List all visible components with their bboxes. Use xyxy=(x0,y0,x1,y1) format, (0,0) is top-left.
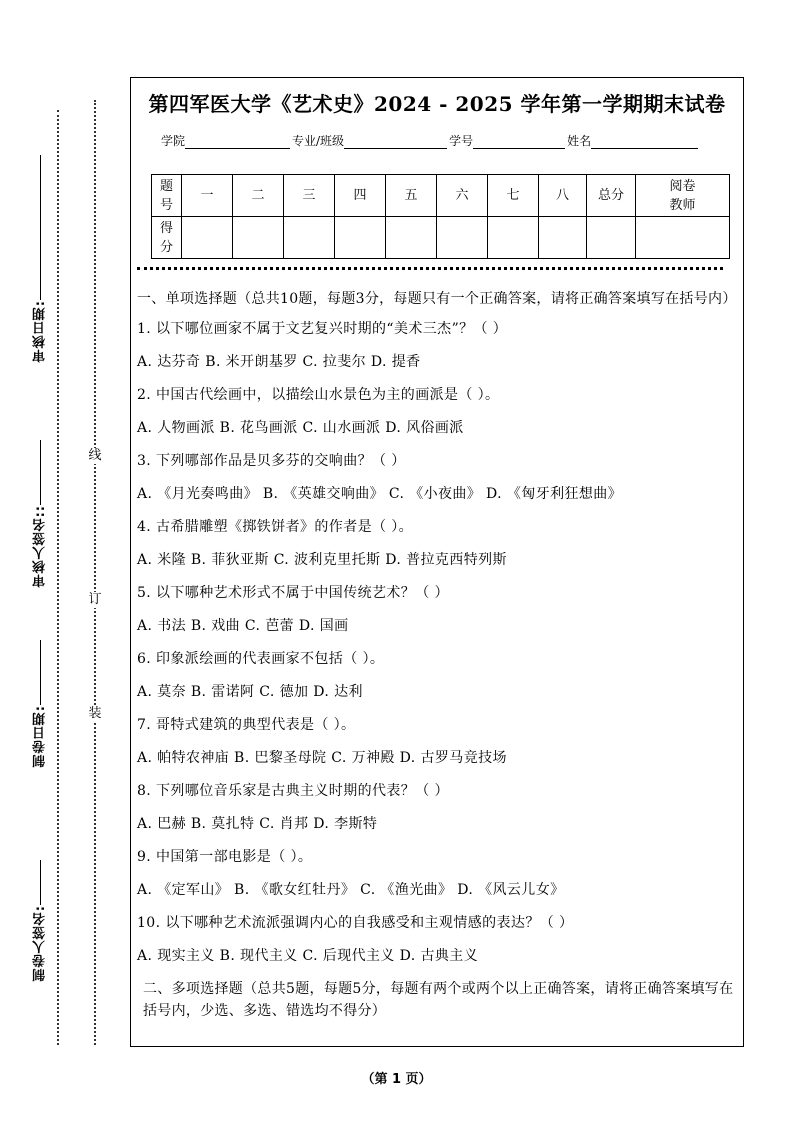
question-text: 7. 哥特式建筑的典型代表是（ ）。 xyxy=(137,717,356,733)
margin-dotted-line xyxy=(57,110,59,1045)
question-8 xyxy=(137,780,739,846)
score-table xyxy=(151,174,730,259)
question-text: 10. 以下哪种艺术流派强调内心的自我感受和主观情感的表达？（ ） xyxy=(137,915,574,931)
name-label: 姓名 xyxy=(567,134,592,148)
exam-content xyxy=(137,288,739,1036)
question-options: A. 《定军山》 B. 《歌女红牡丹》 C. 《渔光曲》 D. 《风云儿女》 xyxy=(137,882,565,898)
question-options: A. 《月光奏鸣曲》 B. 《英雄交响曲》 C. 《小夜曲》 D. 《匈牙利狂想曲》 xyxy=(137,486,623,502)
row-label-question: 题 号 xyxy=(152,175,182,217)
score-cell-8[interactable] xyxy=(539,217,587,259)
question-4 xyxy=(137,516,739,582)
score-cell-7[interactable] xyxy=(488,217,539,259)
name-blank[interactable] xyxy=(591,134,698,149)
score-cell-1[interactable] xyxy=(182,217,233,259)
col-3: 三 xyxy=(284,175,335,217)
question-options: A. 帕特农神庙 B. 巴黎圣母院 C. 万神殿 D. 古罗马竞技场 xyxy=(137,750,507,766)
binding-dotted-line xyxy=(94,100,96,1045)
question-9 xyxy=(137,846,739,912)
col-5: 五 xyxy=(386,175,437,217)
make-date-field xyxy=(30,640,50,770)
question-text: 9. 中国第一部电影是（ ）。 xyxy=(137,849,313,865)
question-1 xyxy=(137,318,739,384)
score-cell-2[interactable] xyxy=(233,217,284,259)
review-date-field xyxy=(30,155,50,365)
maker-sign-field xyxy=(30,860,50,990)
question-text: 5. 以下哪种艺术形式不属于中国传统艺术？（ ） xyxy=(137,585,449,601)
score-cell-3[interactable] xyxy=(284,217,335,259)
student-id-blank[interactable] xyxy=(473,134,565,149)
score-cell-total[interactable] xyxy=(587,217,636,259)
col-8: 八 xyxy=(539,175,587,217)
col-4: 四 xyxy=(335,175,386,217)
major-label: 专业/班级 xyxy=(292,134,345,148)
major-blank[interactable] xyxy=(344,134,447,149)
question-options: A. 莫奈 B. 雷诺阿 C. 德加 D. 达利 xyxy=(137,684,363,700)
question-text: 2. 中国古代绘画中，以描绘山水景色为主的画派是（ ）。 xyxy=(137,387,500,403)
question-options: A. 巴赫 B. 莫扎特 C. 肖邦 D. 李斯特 xyxy=(137,816,378,832)
question-5 xyxy=(137,582,739,648)
college-blank[interactable] xyxy=(185,134,290,149)
student-info-row xyxy=(161,132,700,149)
question-7 xyxy=(137,714,739,780)
college-label: 学院 xyxy=(161,134,186,148)
review-date-label: 审核日期: xyxy=(32,300,48,363)
score-cell-5[interactable] xyxy=(386,217,437,259)
question-2 xyxy=(137,384,739,450)
question-options: A. 现实主义 B. 现代主义 C. 后现代主义 D. 古典主义 xyxy=(137,948,479,964)
question-text: 1. 以下哪位画家不属于文艺复兴时期的“美术三杰”？（ ） xyxy=(137,321,508,337)
question-options: A. 书法 B. 戏曲 C. 芭蕾 D. 国画 xyxy=(137,618,349,634)
score-cell-4[interactable] xyxy=(335,217,386,259)
header-divider xyxy=(137,267,723,270)
col-6: 六 xyxy=(437,175,488,217)
question-text: 8. 下列哪位音乐家是古典主义时期的代表？（ ） xyxy=(137,783,449,799)
reviewer-sign-field xyxy=(30,440,50,600)
question-options: A. 人物画派 B. 花鸟画派 C. 山水画派 D. 风俗画派 xyxy=(137,420,464,436)
question-text: 3. 下列哪部作品是贝多芬的交响曲？（ ） xyxy=(137,453,406,469)
score-cell-reviewer[interactable] xyxy=(636,217,730,259)
bind-char-bind: 装 xyxy=(86,706,104,722)
col-1: 一 xyxy=(182,175,233,217)
page-title: 第四军医大学《艺术史》2024 - 2025 学年第一学期期末试卷 xyxy=(148,92,726,116)
question-10 xyxy=(137,912,739,978)
question-options: A. 米隆 B. 菲狄亚斯 C. 波利克里托斯 D. 普拉克西特列斯 xyxy=(137,552,507,568)
maker-sign-label: 制卷人签名: xyxy=(32,905,48,982)
col-reviewer: 阅卷 教师 xyxy=(636,175,730,217)
question-6 xyxy=(137,648,739,714)
make-date-label: 制卷日期: xyxy=(32,705,48,768)
col-total: 总分 xyxy=(587,175,636,217)
col-7: 七 xyxy=(488,175,539,217)
col-2: 二 xyxy=(233,175,284,217)
question-text: 6. 印象派绘画的代表画家不包括（ ）。 xyxy=(137,651,385,667)
bind-char-line: 线 xyxy=(86,448,104,464)
exam-frame xyxy=(130,77,744,1047)
page-number: （第 1 页） xyxy=(361,1072,432,1087)
question-3 xyxy=(137,450,739,516)
score-cell-6[interactable] xyxy=(437,217,488,259)
reviewer-sign-label: 审核人签名:: xyxy=(32,505,48,588)
bind-char-staple: 订 xyxy=(86,592,104,608)
row-label-score: 得 分 xyxy=(152,217,182,259)
student-id-label: 学号 xyxy=(449,134,474,148)
question-options: A. 达芬奇 B. 米开朗基罗 C. 拉斐尔 D. 提香 xyxy=(137,354,421,370)
section1-heading: 一、单项选择题（总共10题，每题3分，每题只有一个正确答案，请将正确答案填写在括号内） xyxy=(137,291,737,307)
section2-heading: 二、多项选择题（总共5题，每题5分，每题有两个或两个以上正确答案，请将正确答案填写在括号内，少选、多选、错选均不得分） xyxy=(143,981,734,1019)
question-text: 4. 古希腊雕塑《掷铁饼者》的作者是（ ）。 xyxy=(137,519,414,535)
